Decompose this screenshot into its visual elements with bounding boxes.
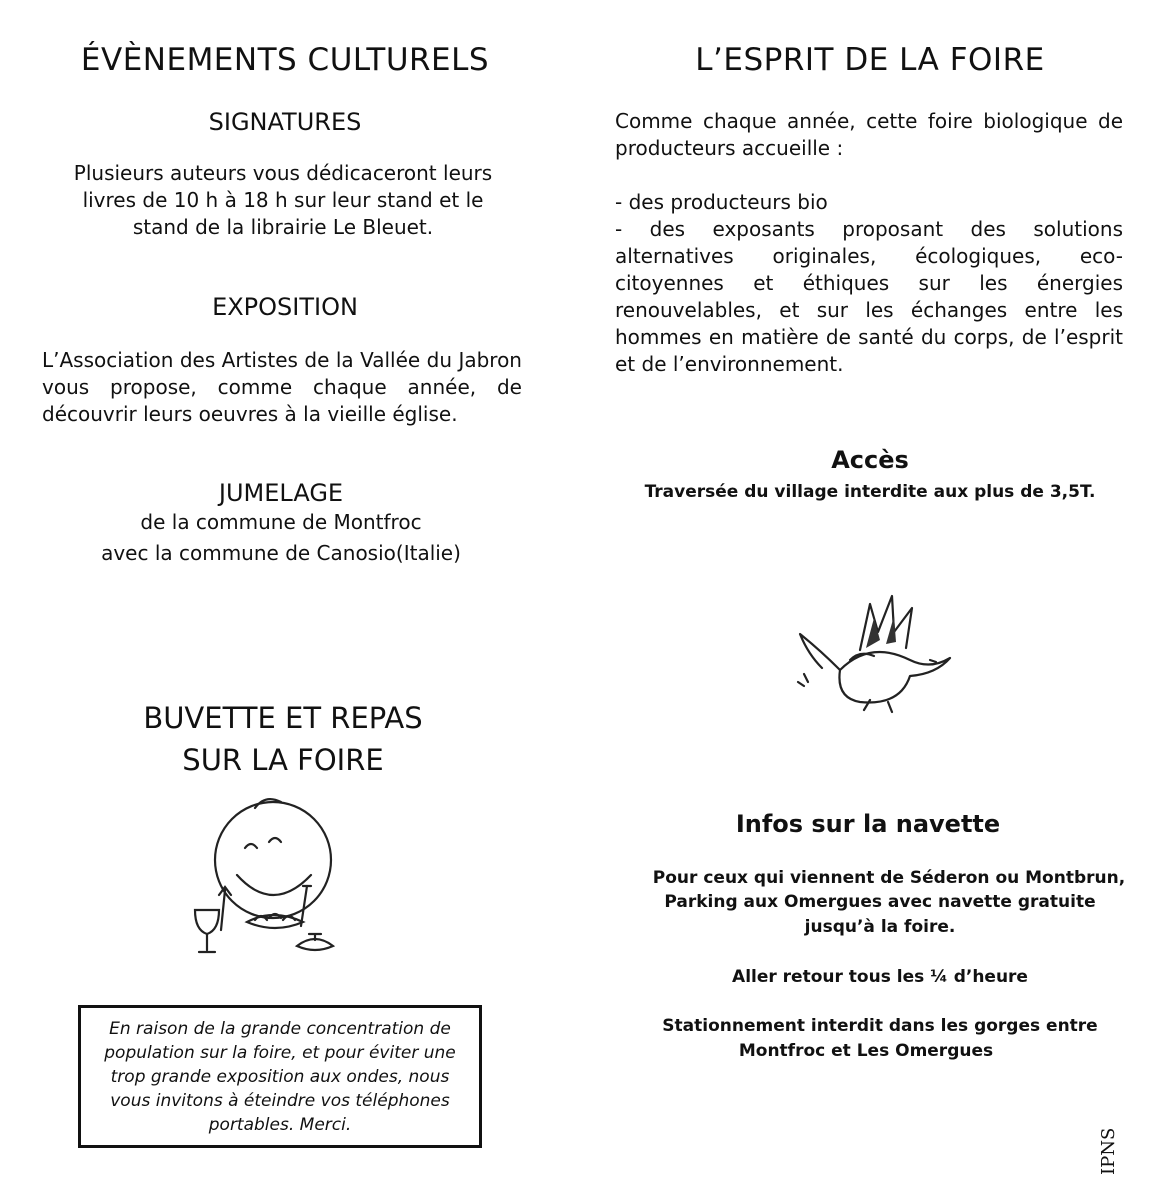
frequency-fraction: ¼	[930, 967, 948, 987]
diner-illustration	[185, 790, 365, 965]
shuttle-line2: Parking aux Omergues avec navette gratuite	[664, 892, 1096, 912]
exposition-heading: EXPOSITION	[212, 293, 358, 321]
frequency-suffix: d’heure	[953, 967, 1028, 987]
signatures-heading: SIGNATURES	[208, 108, 362, 136]
buvette-line1: BUVETTE ET REPAS	[143, 701, 423, 735]
shuttle-frequency	[600, 965, 1153, 989]
phone-notice-text: En raison de la grande concentration de population sur la foire, et pour éviter une trop grande exposition aux ondes, nous vous invitons à éteindre vos téléphones portables. Merci.	[104, 1018, 456, 1135]
right-column	[600, 0, 1153, 1200]
exhibitor-list	[615, 189, 1123, 378]
jumelage-line2: avec la commune de Canosio(Italie)	[101, 541, 461, 565]
bird-illustration	[790, 590, 960, 715]
exposition-text: L’Association des Artistes de la Vallée du Jabron vous propose, comme chaque année, de découvrir leurs oeuvres à la vieille église.	[42, 348, 522, 426]
shuttle-line1: Pour ceux qui viennent de Séderon ou Montbrun,	[652, 868, 1126, 888]
buvette-line2: SUR LA FOIRE	[182, 743, 384, 777]
parking-line2: Montfroc et Les Omergues	[738, 1041, 994, 1061]
list-item: - des exposants proposant des solutions alternatives originales, écologiques, eco-citoyennes et éthiques sur les énergies renouvelables, et sur les échanges entre les hommes en matière de santé du corps, de l’esprit et de l’environnement.	[615, 217, 1123, 376]
jumelage-heading: JUMELAGE	[218, 479, 344, 507]
buvette-title	[0, 697, 566, 781]
fair-intro-text: Comme chaque année, cette foire biologique de producteurs accueille :	[615, 109, 1123, 160]
phone-notice-box	[78, 1005, 482, 1148]
access-text: Traversée du village interdite aux plus de 3,5T.	[644, 482, 1096, 502]
jumelage-line1: de la commune de Montfroc	[140, 510, 422, 534]
signatures-text: Plusieurs auteurs vous dédicaceront leurs livres de 10 h à 18 h sur leur stand et le stand de la librairie Le Bleuet.	[73, 161, 493, 239]
parking-line1: Stationnement interdit dans les gorges entre	[662, 1016, 1098, 1036]
cultural-events-title: ÉVÈNEMENTS CULTURELS	[80, 42, 490, 78]
access-heading: Accès	[831, 446, 909, 474]
shuttle-line3: jusqu’à la foire.	[804, 917, 956, 937]
list-item: - des producteurs bio	[615, 190, 828, 214]
shuttle-heading: Infos sur la navette	[735, 810, 1001, 838]
fair-spirit-title: L’ESPRIT DE LA FOIRE	[695, 42, 1045, 78]
frequency-prefix: Aller retour tous les	[732, 967, 925, 987]
left-column	[0, 0, 570, 1200]
ipns-mark: IPNS	[1098, 1127, 1119, 1175]
